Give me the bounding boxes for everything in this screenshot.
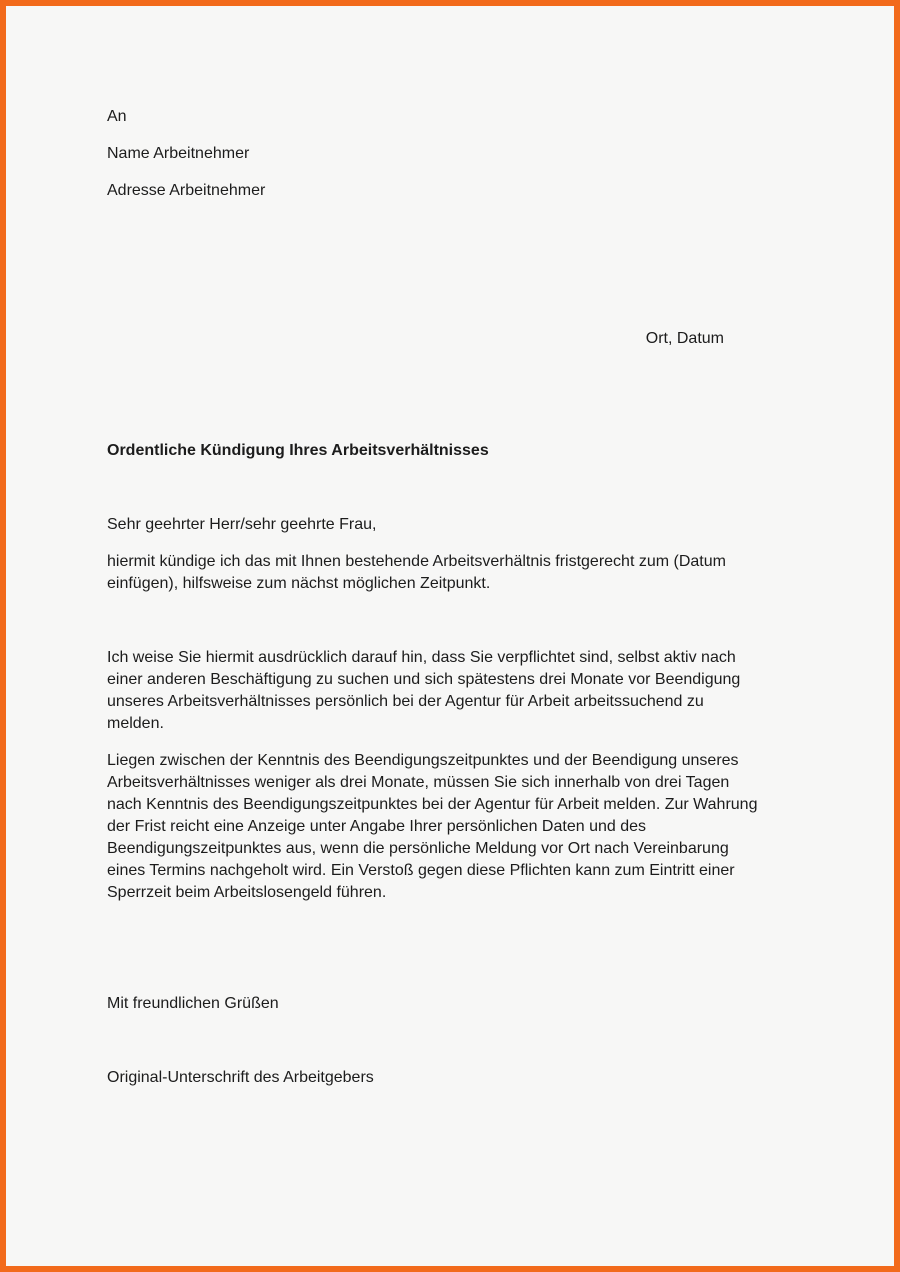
paragraph-line: Sperrzeit beim Arbeitslosengeld führen. — [107, 884, 387, 901]
paragraph-line: der Frist reicht eine Anzeige unter Angabe Ihrer persönlichen Daten und des — [107, 818, 646, 835]
recipient-name: Name Arbeitnehmer — [107, 145, 250, 162]
place-date: Ort, Datum — [645, 330, 724, 347]
recipient-address: Adresse Arbeitnehmer — [107, 182, 266, 199]
paragraph-line: Arbeitsverhältnisses weniger als drei Monate, müssen Sie sich innerhalb von drei Tagen — [107, 774, 730, 791]
salutation: Sehr geehrter Herr/sehr geehrte Frau, — [107, 516, 377, 533]
paragraph-line: hiermit kündige ich das mit Ihnen bestehende Arbeitsverhältnis fristgerecht zum (Datum — [107, 553, 726, 570]
paragraph-line: Ich weise Sie hiermit ausdrücklich darauf hin, dass Sie verpflichtet sind, selbst aktiv nach — [107, 649, 736, 666]
paragraph-line: Liegen zwischen der Kenntnis des Beendigungszeitpunktes und der Beendigung unseres — [107, 752, 739, 769]
paragraph-1 — [107, 551, 807, 595]
paragraph-2 — [107, 647, 807, 735]
paragraph-line: unseres Arbeitsverhältnisses persönlich bei der Agentur für Arbeit arbeitssuchend zu — [107, 693, 704, 710]
paragraph-line: melden. — [107, 715, 164, 732]
closing: Mit freundlichen Grüßen — [107, 995, 279, 1012]
paragraph-line: eines Termins nachgeholt wird. Ein Verstoß gegen diese Pflichten kann zum Eintritt einer — [107, 862, 735, 879]
letter-subject: Ordentliche Kündigung Ihres Arbeitsverhältnisses — [107, 442, 489, 459]
signature-line: Original-Unterschrift des Arbeitgebers — [107, 1069, 374, 1086]
recipient-to-label: An — [107, 108, 127, 125]
paragraph-line: einer anderen Beschäftigung zu suchen und sich spätestens drei Monate vor Beendigung — [107, 671, 741, 688]
paragraph-line: Beendigungszeitpunktes aus, wenn die persönliche Meldung vor Ort nach Vereinbarung — [107, 840, 729, 857]
paragraph-line: nach Kenntnis des Beendigungszeitpunktes bei der Agentur für Arbeit melden. Zur Wahrung — [107, 796, 758, 813]
paragraph-line: einfügen), hilfsweise zum nächst möglichen Zeitpunkt. — [107, 575, 491, 592]
paragraph-3 — [107, 750, 807, 904]
